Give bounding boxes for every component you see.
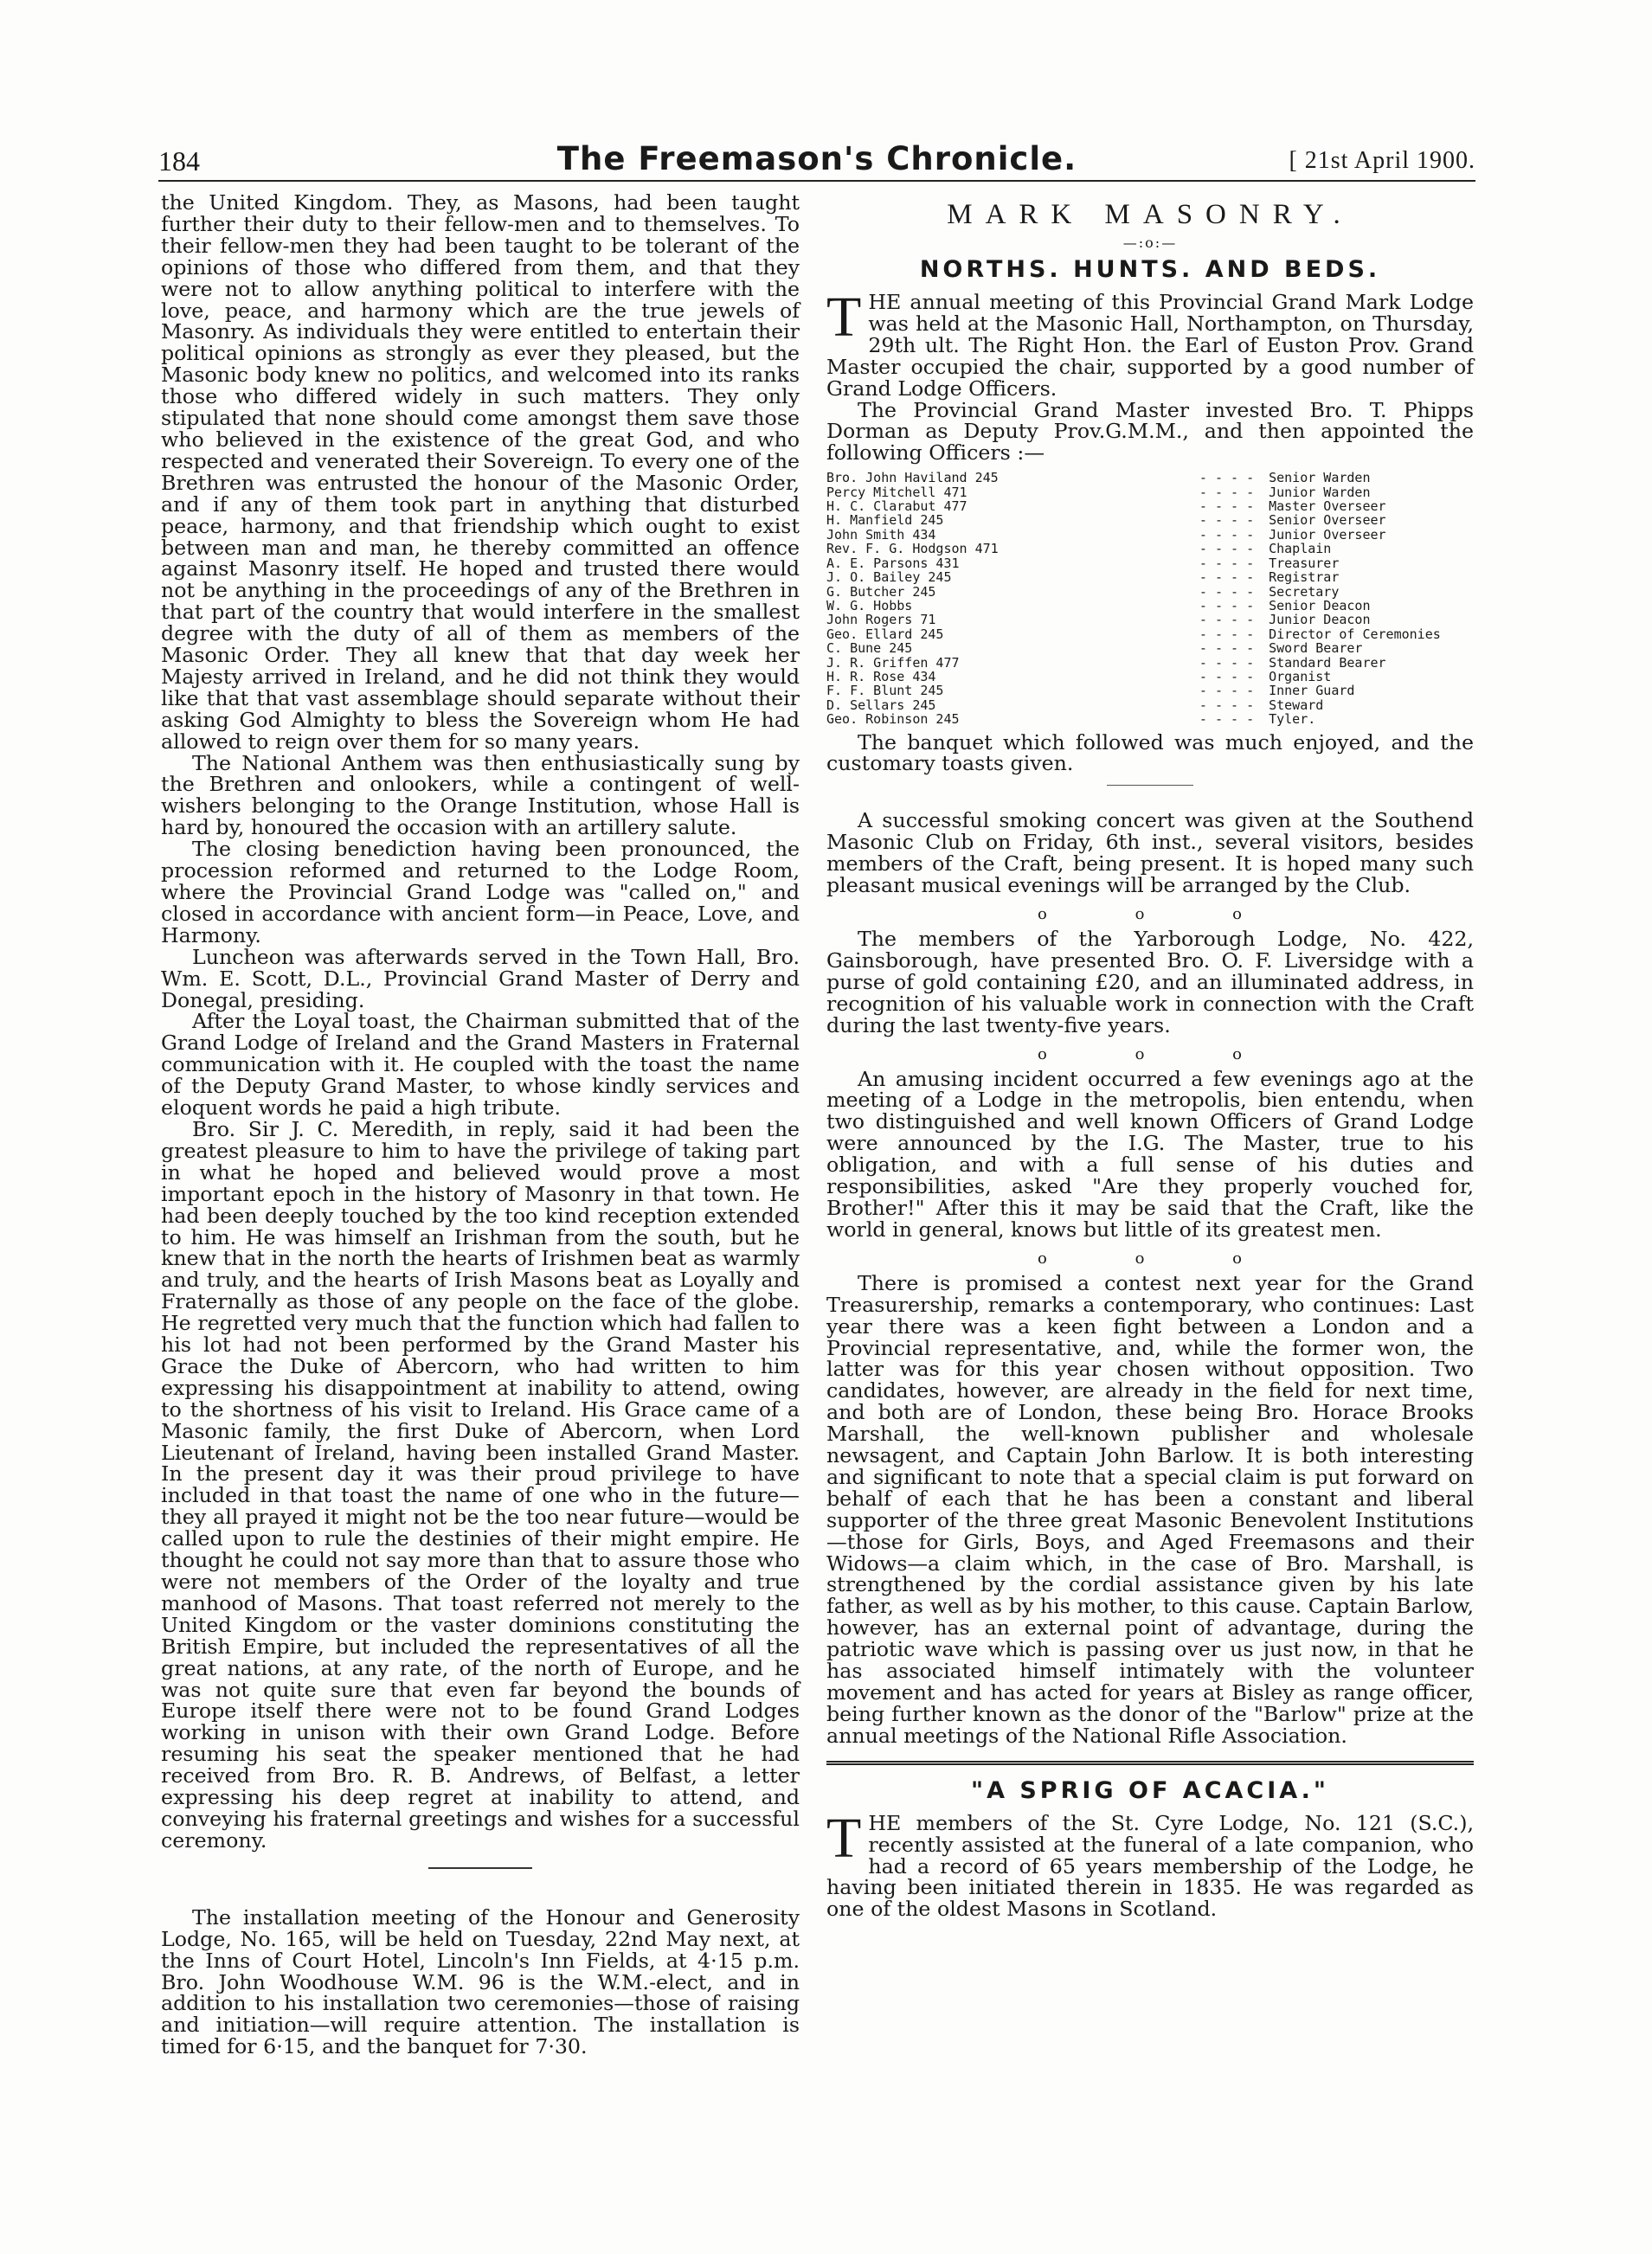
officer-name: D. Sellars 245: [826, 697, 936, 713]
officer-office: Senior Deacon: [1269, 597, 1371, 613]
officer-name: H. R. Rose 434: [826, 668, 936, 684]
officer-name: W. G. Hobbs: [826, 597, 913, 613]
paragraph: THE members of the St. Cyre Lodge, No. 121 (S.C.), recently assisted at the funeral of a late companion, who had a record of 65 years membership of the Lodge, he having been initiated therein in 1835. He was regarded as one of the oldest Masons in Scotland.: [826, 1806, 1474, 1922]
officer-row: [826, 528, 1474, 542]
paragraph: the United Kingdom. They, as Masons, had been taught further their duty to their fellow-men and to themselves. To their fellow-men they had been taught to be tolerant of the opinions of those who differed from them, and that they were not to allow anything political to interfere with the love, peace, and harmony which are the true jewels of Masonry. As individuals they were entitled to entertain their political opinions as strongly as ever they pleased, but the Masonic body knew no politics, and welcomed into its ranks those who differed widely in such matters. They only stipulated that none should come amongst them save those who believed in the existence of the great God, and who respected and venerated their Sovereign. To every one of the Brethren was entrusted the honour of the Masonic Order, and if any of them took part in anything that disturbed peace, harmony, and that friendship which ought to exist between man and man, he thereby committed an offence against Masonry itself. He hoped and trusted there would not be anything in the proceedings of any of the Brethren in that part of the country that would interfere in the smallest degree with the duty of all of them as members of the Masonic Order. They all knew that that day week her Majesty arrived in Ireland, and he did not think they would like that that vast assemblage should separate without their asking God Almighty to bless the Sovereign whom He had allowed to reign over them for so many years.: [161, 190, 800, 754]
section-divider: [428, 1867, 532, 1869]
page-number: 184: [158, 145, 200, 177]
officer-row: [826, 641, 1474, 655]
leader-dashes: - - - -: [1199, 569, 1255, 586]
officer-office: Sword Bearer: [1269, 640, 1363, 657]
officer-office: Director of Ceremonies: [1269, 626, 1441, 642]
officer-office: Tyler.: [1269, 711, 1316, 728]
officer-office: Treasurer: [1269, 555, 1340, 571]
officer-row: [826, 599, 1474, 613]
section-divider: [826, 1761, 1474, 1765]
news-item: An amusing incident occurred a few evenings ago at the meeting of a Lodge in the metropolis, bien entendu, when two distinguished and well known Officers of Grand Lodge were announced by the I.G. The Master, true to his obligation, and with a full sense of his duties and responsibilities, asked "Are they properly vouched for, Brother!" After this it may be said that the Craft, like the world in general, knows but little of its greatest men.: [826, 1066, 1474, 1242]
officer-row: [826, 585, 1474, 599]
officer-office: Registrar: [1269, 569, 1340, 586]
officer-row: [826, 499, 1474, 513]
officer-name: C. Bune 245: [826, 640, 913, 657]
officer-row: [826, 542, 1474, 555]
officer-name: J. R. Griffen 477: [826, 654, 960, 671]
officer-office: Senior Overseer: [1269, 512, 1386, 529]
officer-row: [826, 471, 1474, 485]
installation-notice: The installation meeting of the Honour and Generosity Lodge, No. 165, will be held on Tuesday, 22nd May next, at the Inns of Court Hotel, Lincoln's Inn Fields, at 4·15 p.m. Bro. John Woodhouse W.M. 96 is the W.M.-elect, and in addition to his installation two ceremonies—those of raising and initiation—will require attention. The installation is timed for 6·15, and the banquet for 7·30.: [161, 1904, 800, 2059]
officer-name: Geo. Robinson 245: [826, 711, 960, 728]
officer-name: F. F. Blunt 245: [826, 683, 944, 699]
leader-dashes: - - - -: [1199, 697, 1255, 713]
officer-name: A. E. Parsons 431: [826, 555, 960, 571]
leader-dashes: - - - -: [1199, 668, 1255, 684]
ornament: o o o: [1038, 1044, 1283, 1063]
leader-dashes: - - - -: [1199, 526, 1255, 543]
leader-dashes: - - - -: [1199, 583, 1255, 600]
paragraph: Luncheon was afterwards served in the Town Hall, Bro. Wm. E. Scott, D.L., Provincial Grand Master of Derry and Donegal, presiding.: [161, 944, 800, 1012]
officer-row: [826, 570, 1474, 584]
leader-dashes: - - - -: [1199, 683, 1255, 699]
leader-dashes: - - - -: [1199, 541, 1255, 557]
paragraph: After the Loyal toast, the Chairman submitted that of the Grand Lodge of Ireland and the Grand Masters in Fraternal communication with it. He coupled with the toast the name of the Deputy Grand Master, to whose kindly services and eloquent words he paid a high tribute.: [161, 1009, 800, 1121]
news-item: The members of the Yarborough Lodge, No. 422, Gainsborough, have presented Bro. O. F. Liversidge with a purse of gold containing £20, and an illuminated address, in recognition of his valuable work in connection with the Craft during the last twenty-five years.: [826, 927, 1474, 1037]
officer-row: [826, 513, 1474, 527]
officer-name: Geo. Ellard 245: [826, 626, 944, 642]
issue-date: [ 21st April 1900.: [1289, 147, 1475, 174]
officer-office: Secretary: [1269, 583, 1340, 600]
officer-row: [826, 698, 1474, 712]
officer-office: Inner Guard: [1269, 683, 1355, 699]
officer-name: John Rogers 71: [826, 612, 936, 628]
paragraph: The Provincial Grand Master invested Bro. T. Phipps Dorman as Deputy Prov.G.M.M., and then appointed the following Officers :—: [826, 397, 1474, 466]
leader-dashes: - - - -: [1199, 612, 1255, 628]
officer-row: [826, 684, 1474, 697]
officer-name: G. Butcher 245: [826, 583, 936, 600]
officers-table: [826, 471, 1474, 726]
officer-office: Junior Warden: [1269, 484, 1371, 500]
paragraph: Bro. Sir J. C. Meredith, in reply, said it had been the greatest pleasure to him to have the privilege of taking part in what he hoped and believed would prove a most important epoch in the history of Masonry in that town. He had been deeply touched by the too kind reception extended to him. He was himself an Irishman from the south, but he knew that in the north the hearts of Irishmen beat as warmly and truly, and the hearts of Irish Masons beat as Loyally and Fraternally as those of any people on the face of the globe. He regretted very much that the function which had fallen to his lot had not been performed by the Grand Master his Grace the Duke of Abercorn, who had written to him expressing his disappointment at inability to attend, owing to the shortness of his visit to Ireland. His Grace came of a Masonic family, the first Duke of Abercorn, when Lord Lieutenant of Ireland, having been installed Grand Master. In the present day it was their proud privilege to have included in that toast the name of one who in the future—they all prayed it might not be the too near future—would be called upon to rule the destinies of their might empire. He thought he could not say more than that to assure those who were not members of the Order of the loyalty and true manhood of Masons. That toast referred not merely to the United Kingdom or the vaster dominions constituting the British Empire, but included the representatives of all the great nations, at any rate, of the north of Europe, and he was not quite sure that even far beyond the bounds of Europe itself there were not to be found Grand Lodges working in unison with their own Grand Lodge. Before resuming his seat the speaker mentioned that he had received from Bro. R. B. Andrews, of Belfast, a letter expressing his deep regret at inability to attend, and conveying his fraternal greetings and wishes for a successful ceremony.: [161, 1116, 800, 1853]
leader-dashes: - - - -: [1199, 597, 1255, 613]
news-item: A successful smoking concert was given at the Southend Masonic Club on Friday, 6th inst., several visitors, besides members of the Craft, being present. It is hoped many such pleasant musical evenings will be arranged by the Club.: [826, 808, 1474, 898]
news-item: There is promised a contest next year for the Grand Treasurership, remarks a contemporary, who continues: Last year there was a keen fight between a London and a Provincial representative, and, while the former won, the latter was for this year chosen without opposition. Two candidates, however, are already in the field for next time, and both are of London, these being Bro. Horace Brooks Marshall, the well-known publisher and wholesale newsagent, and Captain John Barlow. It is both interesting and significant to note that a special claim is put forward on behalf of each that he has been a constant and liberal supporter of the three great Masonic Benevolent Institutions—those for Girls, Boys, and Aged Freemasons and their Widows—a claim which, in the case of Bro. Marshall, is strengthened by the cordial assistance given by his late father, as well as by his mother, to this cause. Captain Barlow, however, has an external point of advantage, during the patriotic wave which is passing over us just now, in that he has associated himself intimately with the volunteer movement and has acted for years at Bisley as range officer, being further known as the donor of the "Barlow" prize at the annual meetings of the National Rifle Association.: [826, 1270, 1474, 1748]
leader-dashes: - - - -: [1199, 470, 1255, 486]
article-heading: NORTHS. HUNTS. AND BEDS.: [919, 256, 1381, 283]
officer-row: [826, 670, 1474, 684]
officer-office: Standard Bearer: [1269, 654, 1386, 671]
officer-name: Bro. John Haviland 245: [826, 470, 999, 486]
section-title: MARK MASONRY.: [947, 199, 1353, 230]
officer-office: Master Overseer: [1269, 498, 1386, 515]
officer-name: Rev. F. G. Hodgson 471: [826, 541, 999, 557]
officer-row: [826, 656, 1474, 670]
right-column: [826, 192, 1474, 1920]
masthead: [158, 130, 1475, 178]
officer-office: Junior Overseer: [1269, 526, 1386, 543]
leader-dashes: - - - -: [1199, 626, 1255, 642]
spacer: [161, 1885, 800, 1907]
leader-dashes: - - - -: [1199, 512, 1255, 529]
section-separator: —:o:—: [1122, 234, 1178, 251]
officer-name: H. C. Clarabut 477: [826, 498, 967, 515]
officer-office: Organist: [1269, 668, 1332, 684]
officer-row: [826, 613, 1474, 626]
officer-office: Steward: [1269, 697, 1324, 713]
officer-office: Chaplain: [1269, 541, 1332, 557]
leader-dashes: - - - -: [1199, 711, 1255, 728]
acacia-article: [826, 1806, 1474, 1922]
officer-row: [826, 712, 1474, 726]
paragraph: The National Anthem was then enthusiastically sung by the Brethren and onlookers, while a contingent of well-wishers belonging to the Orange Institution, whose Hall is hard by, honoured the occasion with an artillery salute.: [161, 750, 800, 840]
officer-office: Senior Warden: [1269, 470, 1371, 486]
officer-name: Percy Mitchell 471: [826, 484, 967, 500]
paragraph: THE annual meeting of this Provincial Grand Mark Lodge was held at the Masonic Hall, Northampton, on Thursday, 29th ult. The Right Hon. the Earl of Euston Prov. Grand Master occupied the chair, supported by a good number of Grand Lodge Officers.: [826, 286, 1474, 401]
leader-dashes: - - - -: [1199, 640, 1255, 657]
officer-name: J. O. Bailey 245: [826, 569, 952, 586]
section-divider: [1107, 785, 1193, 786]
newspaper-title: The Freemason's Chronicle.: [556, 140, 1077, 177]
leader-dashes: - - - -: [1199, 484, 1255, 500]
article-heading: "A SPRIG OF ACACIA.": [971, 1776, 1329, 1804]
officer-name: H. Manfield 245: [826, 512, 944, 529]
officer-row: [826, 485, 1474, 499]
leader-dashes: - - - -: [1199, 498, 1255, 515]
officer-row: [826, 627, 1474, 641]
paragraph: The banquet which followed was much enjoyed, and the customary toasts given.: [826, 729, 1474, 776]
left-column: [161, 192, 800, 2058]
leader-dashes: - - - -: [1199, 654, 1255, 671]
ornament: o o o: [1038, 1249, 1283, 1268]
officer-row: [826, 556, 1474, 570]
leader-dashes: - - - -: [1199, 555, 1255, 571]
officer-office: Junior Deacon: [1269, 612, 1371, 628]
article-intro: [826, 286, 1474, 401]
header-rule: [158, 180, 1475, 182]
ornament: o o o: [1038, 905, 1283, 923]
paragraph: The closing benediction having been pronounced, the procession reformed and returned to the Lodge Room, where the Provincial Grand Lodge was "called on," and closed in accordance with ancient form—in Peace, Love, and Harmony.: [161, 837, 800, 947]
officer-name: John Smith 434: [826, 526, 936, 543]
